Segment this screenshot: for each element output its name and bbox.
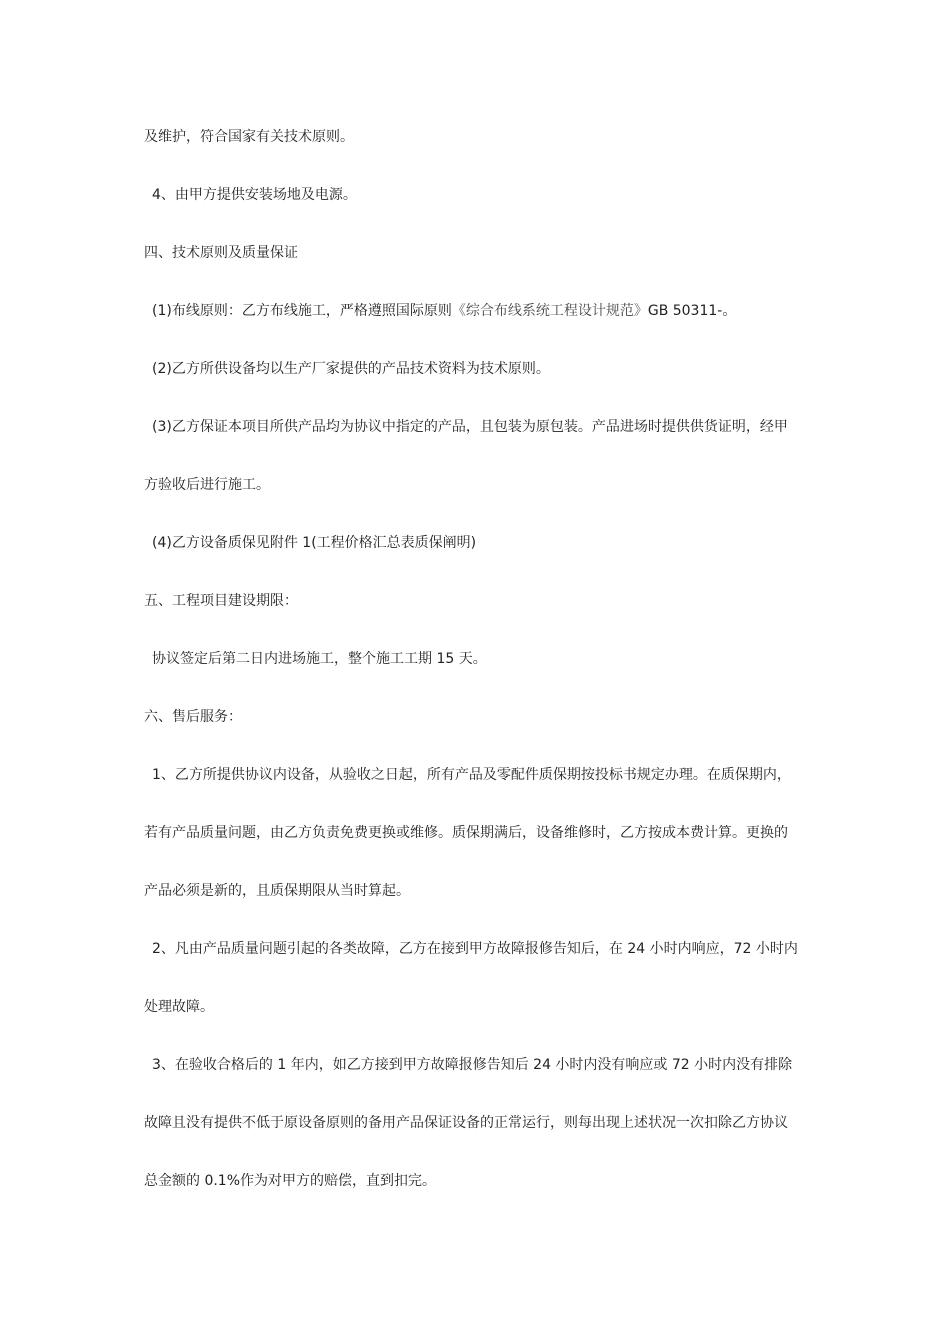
section-heading: 四、技术原则及质量保证 [144,245,298,261]
section-heading: 六、售后服务： [144,709,242,725]
standard-code: GB 50311-。 [647,303,737,319]
standard-title: 《综合布线系统工程设计规范》 [451,303,648,319]
paragraph-line: 4、由甲方提供安装场地及电源。 [152,187,357,203]
paragraph-line: 协议签定后第二日内进场施工，整个施工工期 15 天。 [152,651,487,667]
paragraph-line: 总金额的 0.1%作为对甲方的赔偿，直到扣完。 [144,1173,437,1189]
paragraph-line: (4)乙方设备质保见附件 1(工程价格汇总表质保阐明) [152,535,477,551]
paragraph-line [152,301,832,321]
paragraph-line: 处理故障。 [144,999,214,1015]
clause-text: (1)布线原则：乙方布线施工，严格遵照国际原则 [152,303,452,319]
paragraph-line: 3、在验收合格后的 1 年内，如乙方接到甲方故障报修告知后 24 小时内没有响应或 72 小时内没有排除 [152,1057,793,1073]
section-heading: 五、工程项目建设期限： [144,593,298,609]
paragraph-line: 故障且没有提供不低于原设备原则的备用产品保证设备的正常运行，则每出现上述状况一次扣除乙方协议 [144,1115,788,1131]
paragraph-line: 产品必须是新的，且质保期限从当时算起。 [144,883,410,899]
paragraph-line: 方验收后进行施工。 [144,477,270,493]
paragraph-line: (2)乙方所供设备均以生产厂家提供的产品技术资料为技术原则。 [152,361,550,377]
paragraph-line: 及维护，符合国家有关技术原则。 [144,129,354,145]
paragraph-line: 若有产品质量问题，由乙方负责免费更换或维修。质保期满后，设备维修时，乙方按成本费计算。更换的 [144,825,788,841]
paragraph-line: (3)乙方保证本项目所供产品均为协议中指定的产品，且包装为原包装。产品进场时提供供货证明，经甲 [152,419,788,435]
paragraph-line: 2、凡由产品质量问题引起的各类故障，乙方在接到甲方故障报修告知后，在 24 小时内响应，72 小时内 [152,941,798,957]
paragraph-line: 1、乙方所提供协议内设备，从验收之日起，所有产品及零配件质保期按投标书规定办理。在质保期内， [152,767,791,783]
